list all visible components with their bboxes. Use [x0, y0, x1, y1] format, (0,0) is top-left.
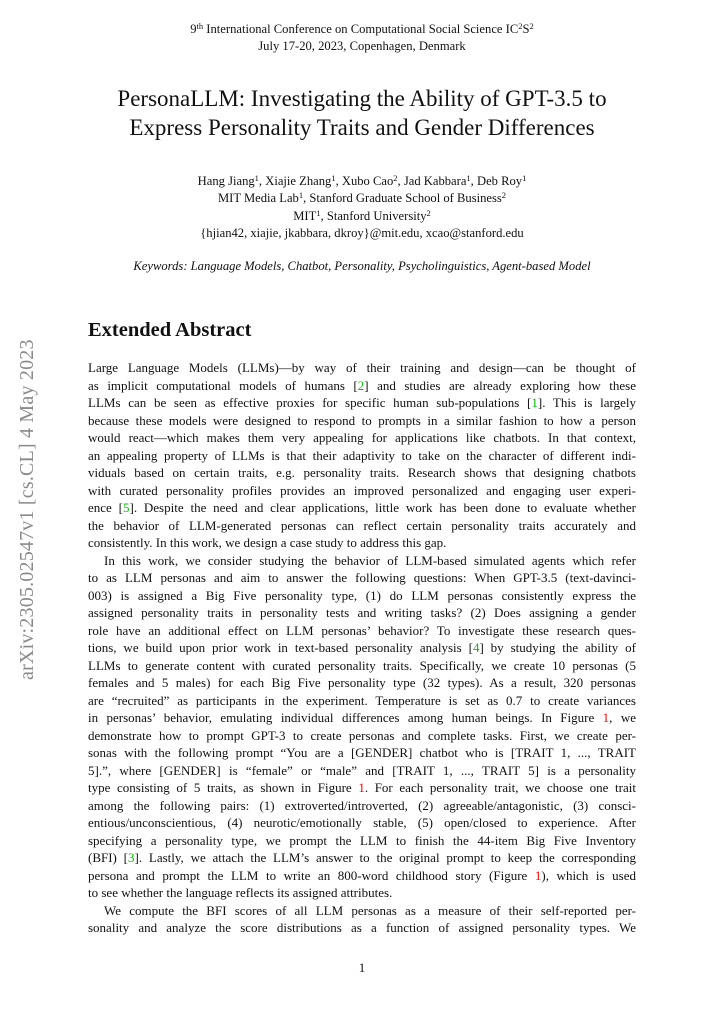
text-line: We compute the BFI scores of all LLM personas as a measure of their self-reported per-	[104, 902, 636, 918]
name-with-affiliation: MIT	[293, 208, 317, 223]
abstract-body	[88, 359, 636, 937]
figure-link[interactable]: 1	[358, 780, 365, 795]
affiliation-marker: 1	[522, 173, 527, 183]
text-line: sonas with the following prompt “You are a [GENDER] chatbot who is [TRAIT 1, ..., TRAIT	[88, 745, 636, 760]
paper-title: PersonaLLM: Investigating the Ability of GPT-3.5 to Express Personality Traits and Gender Differences	[117, 86, 607, 140]
text-line: are “recruited” as participants in the experiment. Temperature is set as 0.7 to create variances	[88, 692, 636, 708]
citation-link[interactable]: 3	[128, 850, 135, 865]
name-with-affiliation: MIT Media Lab	[217, 191, 299, 206]
text-line: (BFI) [3]. Lastly, we attach the LLM’s answer to the original prompt to keep the corresponding	[88, 850, 636, 865]
author-emails: {hjian42, xiajie, jkabbara, dkroy}@mit.edu, xcao@stanford.edu	[200, 226, 524, 241]
conference-name: 9th International Conference on Computational Social Science $IC^2S^2$	[190, 21, 534, 36]
conference-date-location: July 17-20, 2023, Copenhagen, Denmark	[258, 39, 466, 53]
text-line: persona and prompt the LLM to write an 800-word childhood story (Figure 1), which is used	[88, 867, 636, 883]
text-line: 5].”, where [GENDER] is “female” or “male” and [TRAIT 1, ..., TRAIT 5] is a personality	[88, 762, 636, 778]
name-with-affiliation: Xubo Cao	[341, 174, 394, 188]
name-with-affiliation: Xiajie Zhang	[265, 174, 332, 188]
text-line: to see whether the language reflects its assigned attributes.	[88, 885, 393, 900]
citation-link[interactable]: 2	[357, 377, 365, 393]
affiliations-line-2: MIT$^1$, Stanford University$^2$	[293, 207, 431, 223]
text-line: LLMs to generate content with curated personality traits. Specifically, we create 10 personas (5	[88, 657, 636, 673]
figure-link[interactable]: 1	[534, 867, 542, 883]
text-line: an appealing property of LLMs is that their adaptivity to take on the character of different indi-	[88, 447, 636, 463]
author-list: Hang Jiang$^1$, Xiajie Zhang$^1$, Xubo Cao$^2$, Jad Kabbara$^1$, Deb Roy$^1$	[197, 173, 527, 188]
text-line: demonstrate how to prompt GPT-3 to create personas and complete tasks. First, we create per-	[88, 727, 636, 743]
text-line: In this work, we consider studying the behavior of LLM-based simulated agents which refer	[104, 552, 636, 568]
text-line: 003) is assigned a Big Five personality type, (1) do LLM personas consistently express the	[88, 587, 636, 603]
author-block	[0, 173, 724, 243]
section-heading: Extended Abstract	[88, 319, 252, 341]
text-line: sonality and analyze the score distributions as a function of assigned personality types. We	[88, 920, 636, 935]
citation-link[interactable]: 4	[472, 640, 480, 655]
text-line: viduals based on certain traits, e.g. personality traits. Research shows that designing chatbots	[88, 465, 636, 480]
text-line: the behavior of LLM-generated personas can reflect certain personality traits accurately and	[88, 517, 636, 533]
conference-header	[0, 21, 724, 55]
name-with-affiliation: Jad Kabbara	[403, 174, 467, 188]
citation-link[interactable]: 1	[531, 395, 538, 410]
text-line: consistently. In this work, we design a case study to address this gap.	[88, 535, 447, 550]
name-with-affiliation: Stanford Graduate School of Business	[309, 191, 502, 206]
text-line: tions, we build upon prior work in text-based personality analysis [4] by studying the ability of	[88, 640, 636, 655]
figure-link[interactable]: 1	[602, 710, 610, 725]
text-line: as implicit computational models of humans [2] and studies are already exploring how these	[88, 377, 636, 393]
keywords: Keywords: Language Models, Chatbot, Personality, Psycholinguistics, Agent-based Model	[133, 259, 591, 273]
arxiv-sidebar-stamp: arXiv:2305.02547v1 [cs.CL] 4 May 2023	[16, 339, 38, 680]
text-line: among the following pairs: (1) extroverted/introverted, (2) agreeable/antagonistic, (3) consci-	[88, 797, 636, 813]
text-line: in personas’ behavior, emulating individual differences among human beings. In Figure 1, we	[88, 710, 636, 725]
affiliation-marker: 2	[393, 173, 398, 183]
text-line: type consisting of 5 traits, as shown in Figure 1. For each personality trait, we choose one trait	[88, 780, 636, 795]
text-line: with curated personality profiles provides an improved personalized and engaging user experi-	[88, 482, 636, 498]
text-line: assigned personality traits in personality tests and writing tasks? (2) Does assigning a gender	[88, 605, 636, 620]
text-line: role have an additional effect on LLM personas’ behavior? To investigate these research ques-	[88, 622, 636, 638]
affiliation-marker: 1	[298, 190, 304, 201]
text-line: ence [5]. Despite the need and clear applications, little work has been done to evaluate whether	[88, 500, 636, 515]
affiliation-marker: 2	[426, 207, 431, 218]
text-line: entious/unconscientious, (4) neurotic/emotionally stable, (5) open/closed to experience. After	[88, 815, 636, 830]
citation-link[interactable]: 5	[122, 500, 130, 515]
page-number: 1	[358, 960, 366, 975]
affiliation-marker: 2	[501, 190, 507, 201]
text-line: specifying a personality type, we prompt the LLM to finish the 44-item Big Five Inventory	[88, 832, 636, 848]
affiliation-marker: 1	[331, 173, 336, 183]
name-with-affiliation: Deb Roy	[476, 174, 523, 188]
text-line: females and 5 males) for each Big Five personality type (32 types). As a result, 320 personas	[88, 675, 636, 690]
text-line: LLMs can be seen as effective proxies for specific human sub-populations [1]. This is largely	[88, 395, 636, 410]
affiliation-marker: 1	[466, 173, 471, 183]
text-line: would react—which makes them very appealing for applications like chatbots. In that context,	[88, 430, 636, 445]
text-line: to as LLM personas and aim to answer the following questions: When GPT-3.5 (text-davinci-	[88, 570, 636, 585]
name-with-affiliation: Hang Jiang	[197, 174, 255, 188]
name-with-affiliation: Stanford University	[326, 208, 427, 223]
affiliation-marker: 1	[316, 207, 321, 218]
text-line: because these models were designed to respond to prompts in a similar fashion to how a person	[88, 412, 636, 428]
affiliations-line-1: MIT Media Lab$^1$, Stanford Graduate School of Business$^2$	[217, 190, 507, 206]
affiliation-marker: 1	[254, 173, 259, 183]
text-line: Large Language Models (LLMs)—by way of their training and design—can be thought of	[88, 360, 636, 375]
